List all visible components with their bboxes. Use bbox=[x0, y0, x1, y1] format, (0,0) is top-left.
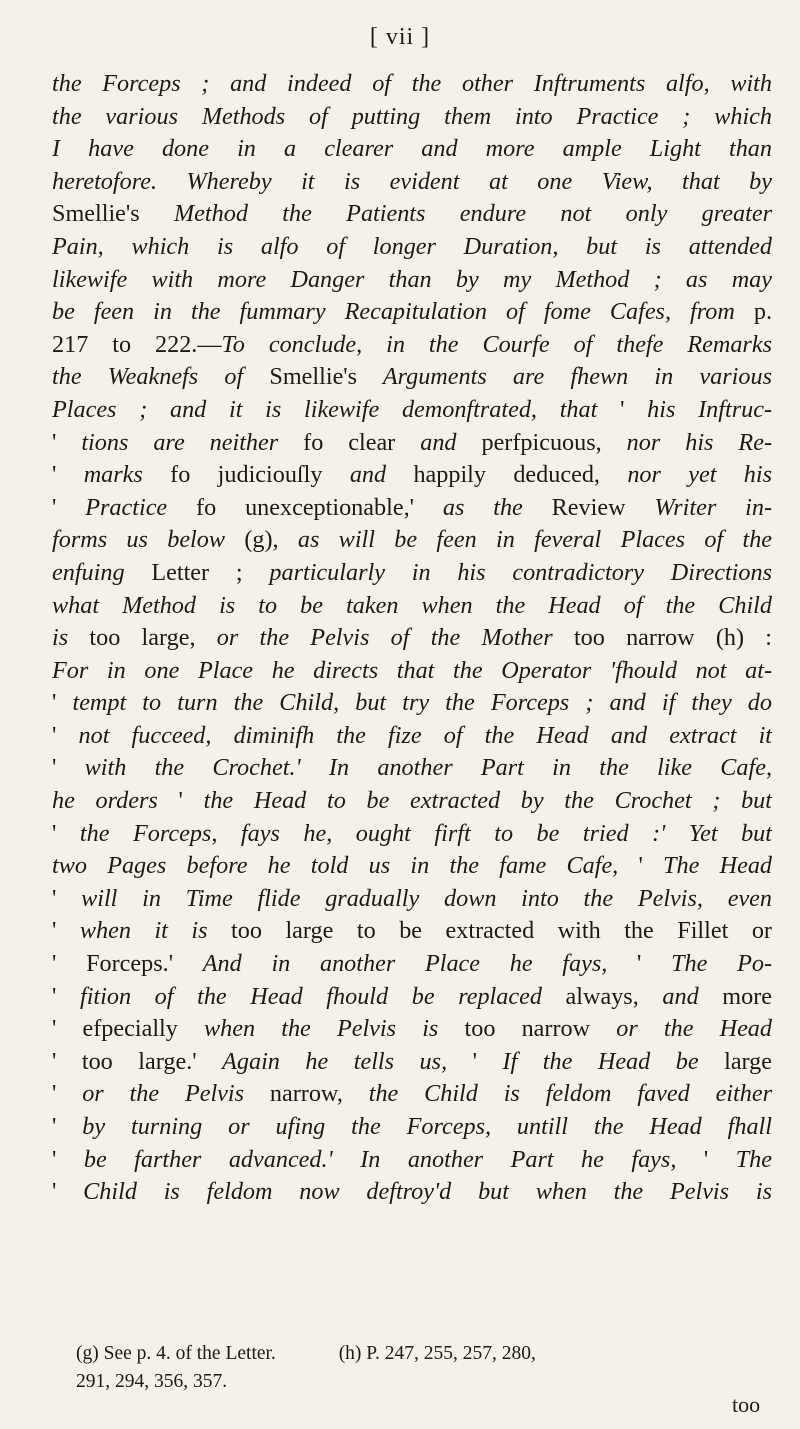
text-segment: the Forceps ; bbox=[52, 70, 231, 97]
footnotes bbox=[76, 1340, 776, 1396]
text-segment: I have done in a clearer and more ample Light than bbox=[52, 135, 772, 163]
text-segment: The Po- bbox=[671, 950, 772, 978]
text-segment: ' bbox=[52, 982, 80, 1010]
text-segment: Pain, which is alfo of longer Duration, but is attended bbox=[52, 232, 772, 260]
text-segment: perfpicuous, bbox=[481, 428, 627, 456]
text-segment: Letter ; bbox=[151, 558, 270, 586]
text-segment: fo clear bbox=[303, 428, 421, 456]
text-line bbox=[52, 101, 772, 134]
text-segment: he orders bbox=[52, 787, 179, 815]
text-line bbox=[52, 557, 772, 590]
text-line bbox=[52, 198, 772, 231]
text-segment: ' bbox=[52, 819, 80, 847]
text-segment: ' bbox=[52, 721, 79, 749]
text-line bbox=[52, 590, 772, 623]
text-segment: ' bbox=[52, 884, 82, 912]
text-segment: will in Time flide gradually down into the Pelvis, even bbox=[81, 884, 772, 912]
text-segment: ' bbox=[52, 1178, 84, 1206]
text-line bbox=[52, 720, 772, 753]
text-segment: Arguments are fhewn in various bbox=[357, 363, 772, 391]
text-segment: by turning or ufing the Forceps, untill the Head fhall bbox=[82, 1113, 772, 1140]
text-segment: nor his Re- bbox=[626, 428, 772, 456]
text-line bbox=[52, 818, 772, 851]
text-line bbox=[52, 394, 772, 427]
text-segment: ' bbox=[52, 461, 84, 489]
text-segment: ' bbox=[620, 395, 648, 423]
text-segment: heretofore. Whereby it is evident at one View, that by bbox=[52, 167, 772, 195]
text-segment: narrow, bbox=[269, 1080, 369, 1108]
text-line bbox=[52, 427, 772, 460]
text-segment: ' Forceps.' bbox=[52, 950, 203, 978]
text-segment: nor yet his bbox=[627, 461, 772, 489]
text-line bbox=[52, 687, 772, 720]
text-segment: ' bbox=[52, 1113, 83, 1140]
text-line bbox=[52, 622, 772, 655]
text-segment: Smellie's bbox=[269, 363, 358, 391]
text-segment: too narrow (h) : bbox=[573, 624, 772, 652]
text-segment: To conclude, in the Courfe of thefe Remarks bbox=[221, 330, 772, 358]
text-line bbox=[52, 296, 772, 329]
footnote-h: (h) P. 247, 255, 257, 280, bbox=[338, 1343, 536, 1364]
text-segment: too narrow bbox=[464, 1015, 617, 1043]
text-segment: the various Methods of putting them into Practice ; which bbox=[52, 102, 772, 130]
text-segment: not fucceed, diminifh the fize of the Head and extract it bbox=[78, 721, 772, 749]
footnote-h-continued: 291, 294, 356, 357. bbox=[76, 1371, 228, 1392]
text-segment: when the Pelvis is bbox=[204, 1015, 465, 1043]
text-line bbox=[52, 329, 772, 362]
text-segment: ' bbox=[703, 1145, 736, 1173]
text-line bbox=[52, 883, 772, 916]
text-segment: particularly in his contradictory Directions bbox=[269, 558, 772, 586]
text-line bbox=[52, 1078, 772, 1111]
text-segment: ' bbox=[637, 950, 672, 978]
text-segment: too large to be extracted with the Fillet or bbox=[231, 917, 772, 945]
text-line bbox=[52, 133, 772, 166]
text-line bbox=[52, 524, 772, 557]
text-line bbox=[52, 981, 772, 1014]
text-segment: and bbox=[420, 428, 482, 456]
text-line bbox=[52, 948, 772, 981]
text-segment: or the Head bbox=[616, 1015, 772, 1043]
text-segment: For in one Place he directs that the Operator 'fhould not at- bbox=[52, 656, 772, 684]
text-segment: Again he tells us, bbox=[222, 1047, 473, 1075]
text-segment: ' bbox=[52, 493, 86, 521]
text-segment: his Inftruc- bbox=[647, 395, 772, 423]
text-line bbox=[52, 1013, 772, 1046]
text-segment: 217 to 222.— bbox=[52, 330, 222, 358]
text-line bbox=[52, 1046, 772, 1079]
text-segment: large bbox=[724, 1047, 772, 1075]
text-segment: the Weaknefs of bbox=[52, 363, 270, 391]
text-segment: two Pages before he told us in the fame Cafe, bbox=[52, 852, 639, 880]
footnote-row bbox=[76, 1340, 776, 1368]
text-segment: ' bbox=[472, 1047, 503, 1075]
text-segment: more bbox=[722, 982, 772, 1010]
text-segment: tempt to turn the Child, but try the Forceps ; and if they do bbox=[72, 689, 772, 717]
text-line bbox=[52, 264, 772, 297]
text-segment: as the bbox=[442, 493, 552, 521]
text-segment: ' bbox=[52, 1145, 84, 1173]
text-segment: Writer in- bbox=[654, 493, 772, 521]
text-line bbox=[52, 1111, 772, 1144]
text-segment: when it is bbox=[79, 917, 232, 945]
text-segment: marks bbox=[83, 461, 171, 489]
text-segment: with the Crochet.' In another Part in the like Cafe, bbox=[84, 754, 772, 782]
text-line bbox=[52, 492, 772, 525]
text-line bbox=[52, 915, 772, 948]
text-segment: ' efpecially bbox=[52, 1015, 205, 1043]
text-line bbox=[52, 1176, 772, 1209]
text-segment: Places ; and it is likewife demonftrated, that bbox=[52, 395, 621, 423]
text-segment: The Head bbox=[663, 852, 772, 880]
text-segment: or the Pelvis bbox=[82, 1080, 270, 1108]
text-segment: If the Head be bbox=[502, 1047, 725, 1075]
text-segment: fo unexceptionable,' bbox=[196, 493, 443, 521]
text-segment: and bbox=[662, 982, 723, 1010]
text-segment: and indeed of the other Inftruments alfo, with bbox=[230, 70, 772, 97]
text-segment: happily deduced, bbox=[413, 461, 628, 489]
text-segment: (g), bbox=[244, 526, 298, 554]
text-segment: ' bbox=[52, 917, 80, 945]
text-segment: fo judiciouſly bbox=[170, 461, 350, 489]
text-segment: be farther advanced.' In another Part he fays, bbox=[83, 1145, 704, 1173]
text-segment: or the Pelvis of the Mother bbox=[216, 624, 574, 652]
body-text bbox=[52, 68, 772, 1209]
text-segment: Smellie's bbox=[52, 200, 140, 228]
text-line bbox=[52, 166, 772, 199]
text-segment: tions are neither bbox=[81, 428, 304, 456]
text-segment: ' bbox=[638, 852, 664, 880]
text-line bbox=[52, 655, 772, 688]
text-segment: ' bbox=[52, 754, 85, 782]
text-segment: what Method is to be taken when the Head of the Child bbox=[52, 591, 772, 619]
text-segment: ' too large.' bbox=[52, 1047, 223, 1075]
text-segment: And in another Place he fays, bbox=[202, 950, 637, 978]
text-segment: forms us below bbox=[52, 526, 245, 554]
text-segment: The bbox=[735, 1145, 772, 1173]
text-segment: ' bbox=[52, 689, 73, 717]
text-line bbox=[52, 1144, 772, 1177]
text-line bbox=[52, 785, 772, 818]
text-segment: Method the Patients endure not only greater bbox=[139, 200, 772, 228]
footnote-g: (g) See p. 4. of the Letter. bbox=[76, 1343, 276, 1364]
text-line bbox=[52, 459, 772, 492]
text-segment: likewife with more Danger than by my Method ; as may bbox=[52, 265, 772, 293]
catchword: too bbox=[732, 1392, 761, 1417]
text-segment: the Forceps, fays he, ought firft to be tried :' Yet but bbox=[79, 819, 772, 847]
text-segment: p. bbox=[753, 298, 772, 326]
text-segment: Practice bbox=[85, 493, 197, 521]
text-segment: too large, bbox=[89, 624, 217, 652]
text-segment: ' bbox=[52, 428, 82, 456]
text-line bbox=[52, 68, 772, 101]
text-segment: the Child is feldom faved either bbox=[368, 1080, 772, 1108]
text-segment: ' bbox=[178, 787, 204, 815]
text-segment: enfuing bbox=[52, 558, 152, 586]
text-line bbox=[52, 850, 772, 883]
text-line bbox=[52, 231, 772, 264]
text-segment: as will be feen in feveral Places of the bbox=[297, 526, 772, 554]
text-segment: Review bbox=[551, 493, 655, 521]
text-line bbox=[52, 361, 772, 394]
text-segment: ' bbox=[52, 1080, 83, 1108]
text-segment: Child is feldom now deftroy'd but when the Pelvis is bbox=[83, 1178, 772, 1206]
page-header: [ vii ] bbox=[369, 24, 431, 50]
text-segment: fition of the Head fhould be replaced bbox=[79, 982, 566, 1010]
text-segment: always, bbox=[565, 982, 663, 1010]
text-line bbox=[52, 752, 772, 785]
text-segment: is bbox=[52, 624, 90, 652]
text-segment: be feen in the fummary Recapitulation of fome Cafes, from bbox=[52, 298, 754, 326]
text-segment: and bbox=[349, 461, 414, 489]
text-segment: the Head to be extracted by the Crochet ; but bbox=[203, 787, 772, 815]
